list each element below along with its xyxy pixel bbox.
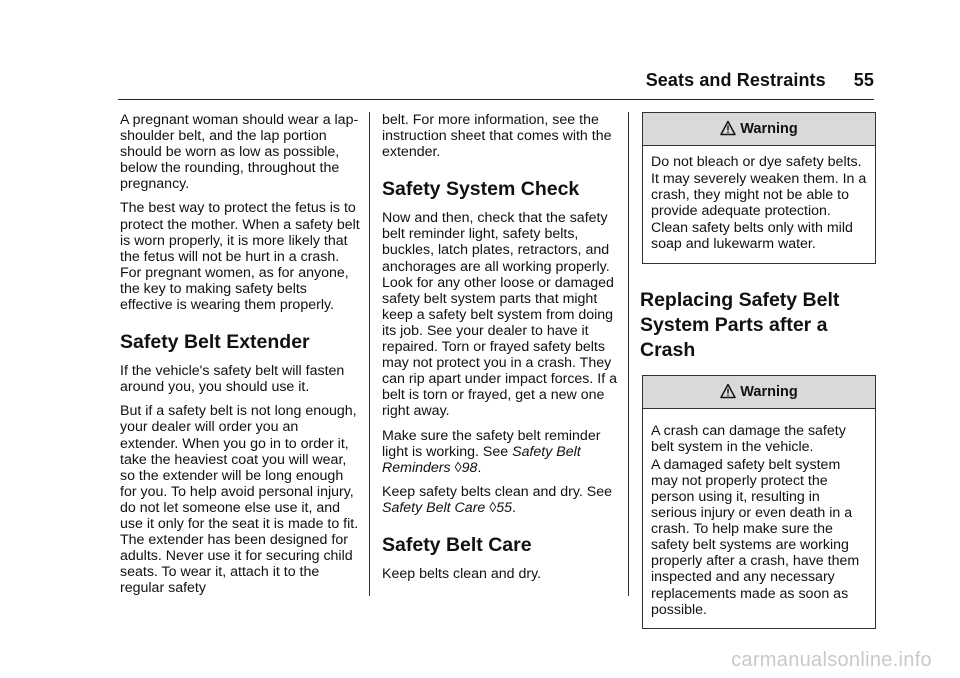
warning-label: Warning bbox=[740, 383, 798, 400]
page-number: 55 bbox=[853, 70, 874, 90]
paragraph-text: Make sure the safety belt reminder light is working. See bbox=[382, 427, 601, 460]
header-rule bbox=[118, 99, 874, 100]
warning-icon bbox=[720, 383, 736, 399]
warning-box bbox=[642, 375, 876, 629]
warning-label: Warning bbox=[740, 121, 798, 137]
column-divider bbox=[628, 112, 629, 596]
warning-icon bbox=[720, 120, 736, 136]
column-3 bbox=[640, 112, 876, 629]
paragraph: But if a safety belt is not long enough, your dealer will order you an extender. When you go in to order it, take the heaviest coat you will wear, so the extender will be long enough for you. To help avoid personal injury, do not let someone else use it, and use it only for the seat it is made to fit. The extender has been designed for adults. Never use it for securing child seats. To wear it, attach it to the regular safety bbox=[120, 403, 359, 597]
warning-body bbox=[643, 146, 875, 262]
warning-text: Do not bleach or dye safety belts. It may severely weaken them. In a crash, they might not be able to provide adequate protection. Clean safety belts only with mild soap and lukewarm water. bbox=[651, 154, 867, 253]
page-ref-icon: ◊ bbox=[489, 499, 497, 516]
cross-reference-link[interactable]: Safety Belt Reminders bbox=[382, 443, 581, 476]
section-title: Seats and Restraints bbox=[645, 70, 826, 90]
warning-text: A crash can damage the safety belt system in the vehicle. bbox=[651, 422, 846, 455]
warning-box bbox=[642, 112, 876, 264]
paragraph: If the vehicle's safety belt will fasten around you, you should use it. bbox=[120, 363, 345, 396]
paragraph: Keep safety belts clean and dry. See Safety Belt Care ◊55. bbox=[382, 483, 613, 516]
column-1 bbox=[120, 112, 360, 604]
paragraph: Now and then, check that the safety belt reminder light, safety belts, buckles, latch plates, retractors, and anchorages are all working properly. Look for any other loose or damaged safety belt system parts that might keep a safety belt system from doing its job. See your dealer to have it repaired. Torn or frayed safety belts may not protect you in a crash. They can rip apart under impact forces. If a belt is torn or frayed, get a new one right away. bbox=[382, 210, 617, 420]
paragraph: Keep belts clean and dry. bbox=[382, 565, 542, 582]
cross-reference-page[interactable]: 98 bbox=[461, 459, 478, 476]
warning-header bbox=[643, 376, 875, 409]
paragraph: Make sure the safety belt reminder light is working. See Safety Belt Reminders ◊98. bbox=[382, 427, 601, 476]
page-header bbox=[646, 70, 874, 91]
column-2 bbox=[382, 112, 618, 590]
watermark: carmanualsonline.info bbox=[731, 649, 932, 671]
paragraph: A pregnant woman should wear a lap-shoulder belt, and the lap portion should be worn as low as possible, below the rounding, throughout the pregnancy. bbox=[120, 112, 359, 193]
page-ref-icon: ◊ bbox=[454, 459, 462, 476]
section-heading-system-check: Safety System Check bbox=[382, 178, 580, 201]
paragraph: The best way to protect the fetus is to protect the mother. When a safety belt is worn properly, it is more likely that the fetus will not be hurt in a crash. For pregnant women, as for anyone, the key to making safety belts effective is wearing them properly. bbox=[120, 200, 360, 314]
column-divider bbox=[369, 112, 370, 596]
section-heading-replacing-parts: Replacing Safety Belt System Parts after a Crash bbox=[640, 288, 840, 361]
section-heading-belt-care: Safety Belt Care bbox=[382, 533, 532, 556]
paragraph-text: Keep safety belts clean and dry. See bbox=[382, 483, 613, 500]
warning-text: A damaged safety belt system may not properly protect the person using it, resulting in serious injury or even death in a crash. To help make sure the safety belt systems are working properly after a crash, have them inspected and any necessary replacements made as soon as possible. bbox=[651, 456, 860, 618]
warning-header bbox=[643, 113, 875, 146]
cross-reference-page[interactable]: 55 bbox=[496, 499, 513, 516]
paragraph: belt. For more information, see the instruction sheet that comes with the extender. bbox=[382, 112, 612, 161]
section-heading-extender: Safety Belt Extender bbox=[120, 331, 310, 354]
warning-body bbox=[643, 409, 875, 628]
cross-reference-link[interactable]: Safety Belt Care bbox=[382, 499, 486, 516]
